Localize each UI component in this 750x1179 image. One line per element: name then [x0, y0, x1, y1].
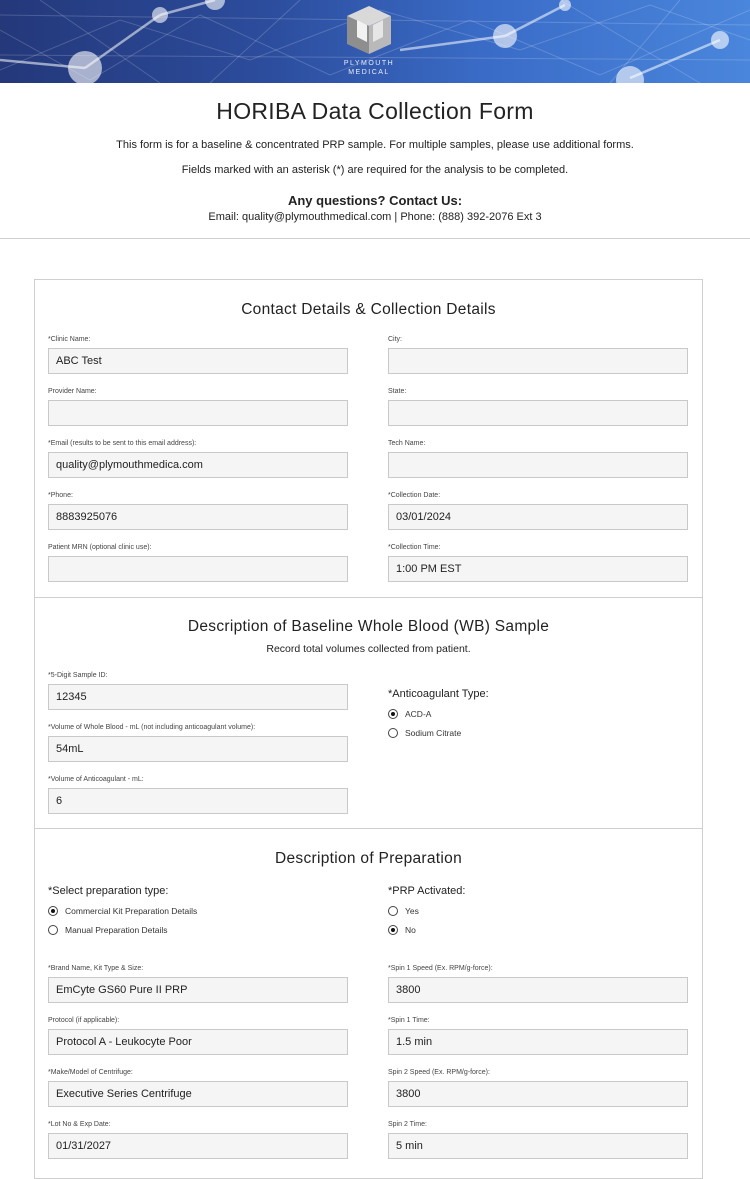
spin1-speed-input[interactable]: [388, 977, 688, 1003]
spin2-speed-input[interactable]: [388, 1081, 688, 1107]
anticoag-volume-label: *Volume of Anticoagulant - mL:: [48, 776, 144, 783]
patient-mrn-input[interactable]: [48, 556, 348, 582]
tech-name-label: Tech Name:: [388, 440, 426, 447]
email-label: *Email (results to be sent to this email address):: [48, 440, 197, 447]
prep-section-title: Description of Preparation: [274, 850, 462, 867]
header-banner: [0, 0, 750, 83]
radio-prp-yes[interactable]: [388, 906, 419, 916]
wb-volume-label: *Volume of Whole Blood - mL (not including anticoagulant volume):: [48, 724, 256, 731]
city-label: City:: [388, 336, 402, 343]
radio-selected-icon[interactable]: [388, 925, 398, 935]
logo-text-line1: PLYMOUTH: [343, 60, 395, 67]
radio-prp-no[interactable]: [388, 925, 416, 935]
wb-volume-input[interactable]: [48, 736, 348, 762]
prp-activated-label: *PRP Activated:: [388, 885, 466, 897]
spin1-speed-label: *Spin 1 Speed (Ex. RPM/g-force):: [388, 965, 493, 972]
spin2-speed-label: Spin 2 Speed (Ex. RPM/g-force):: [388, 1069, 490, 1076]
radio-selected-icon[interactable]: [48, 906, 58, 916]
header-divider: [0, 238, 750, 239]
contact-heading: Any questions? Contact Us:: [287, 193, 463, 208]
collection-time-label: *Collection Time:: [388, 544, 441, 551]
spin1-time-label: *Spin 1 Time:: [388, 1017, 430, 1024]
phone-label: *Phone:: [48, 492, 73, 499]
radio-unselected-icon[interactable]: [388, 728, 398, 738]
patient-mrn-label: Patient MRN (optional clinic use):: [48, 544, 152, 551]
cube-logo-icon: [337, 2, 401, 58]
baseline-section-title: Description of Baseline Whole Blood (WB) Sample: [187, 618, 550, 635]
centrifuge-label: *Make/Model of Centrifuge:: [48, 1069, 133, 1076]
city-input[interactable]: [388, 348, 688, 374]
radio-label: ACD-A: [405, 709, 432, 719]
radio-selected-icon[interactable]: [388, 709, 398, 719]
collection-time-input[interactable]: [388, 556, 688, 582]
required-note: Fields marked with an asterisk (*) are required for the analysis to be completed.: [181, 164, 569, 176]
spin2-time-label: Spin 2 Time:: [388, 1121, 427, 1128]
clinic-name-label: *Clinic Name:: [48, 336, 91, 343]
radio-label: No: [405, 925, 416, 935]
tech-name-input[interactable]: [388, 452, 688, 478]
radio-commercial-kit[interactable]: [48, 906, 197, 916]
collection-date-label: *Collection Date:: [388, 492, 441, 499]
collection-date-input[interactable]: [388, 504, 688, 530]
radio-manual-prep[interactable]: [48, 925, 168, 935]
anticoag-type-label: *Anticoagulant Type:: [388, 688, 489, 700]
brand-kit-label: *Brand Name, Kit Type & Size:: [48, 965, 144, 972]
prep-type-label: *Select preparation type:: [48, 885, 169, 897]
anticoag-volume-input[interactable]: [48, 788, 348, 814]
spin2-time-input[interactable]: [388, 1133, 688, 1159]
plymouth-logo: [337, 2, 401, 80]
baseline-section-subtitle: Record total volumes collected from patient.: [266, 643, 471, 655]
provider-name-label: Provider Name:: [48, 388, 97, 395]
email-input[interactable]: [48, 452, 348, 478]
radio-label: Sodium Citrate: [405, 728, 462, 738]
section-divider: [34, 597, 703, 598]
radio-unselected-icon[interactable]: [48, 925, 58, 935]
radio-acd-a[interactable]: [388, 709, 431, 719]
protocol-input[interactable]: [48, 1029, 348, 1055]
radio-label: Commercial Kit Preparation Details: [65, 906, 198, 916]
lot-exp-input[interactable]: [48, 1133, 348, 1159]
provider-name-input[interactable]: [48, 400, 348, 426]
protocol-label: Protocol (if applicable):: [48, 1017, 120, 1024]
state-input[interactable]: [388, 400, 688, 426]
sample-id-input[interactable]: [48, 684, 348, 710]
spin1-time-input[interactable]: [388, 1029, 688, 1055]
brand-kit-input[interactable]: [48, 977, 348, 1003]
lot-exp-label: *Lot No & Exp Date:: [48, 1121, 111, 1128]
logo-text-line2: MEDICAL: [348, 69, 390, 76]
state-label: State:: [388, 388, 407, 395]
centrifuge-input[interactable]: [48, 1081, 348, 1107]
section-divider: [34, 828, 703, 829]
radio-unselected-icon[interactable]: [388, 906, 398, 916]
contact-info: Email: quality@plymouthmedical.com | Phone: (888) 392-2076 Ext 3: [208, 211, 542, 223]
page-title: HORIBA Data Collection Form: [216, 98, 534, 124]
phone-input[interactable]: [48, 504, 348, 530]
contact-section-title: Contact Details & Collection Details: [241, 301, 496, 318]
radio-label: Yes: [405, 906, 419, 916]
radio-sodium-citrate[interactable]: [388, 728, 461, 738]
sample-id-label: *5-Digit Sample ID:: [48, 672, 108, 679]
radio-label: Manual Preparation Details: [65, 925, 168, 935]
intro-text: This form is for a baseline & concentrated PRP sample. For multiple samples, please use additional forms.: [116, 139, 634, 151]
clinic-name-input[interactable]: [48, 348, 348, 374]
